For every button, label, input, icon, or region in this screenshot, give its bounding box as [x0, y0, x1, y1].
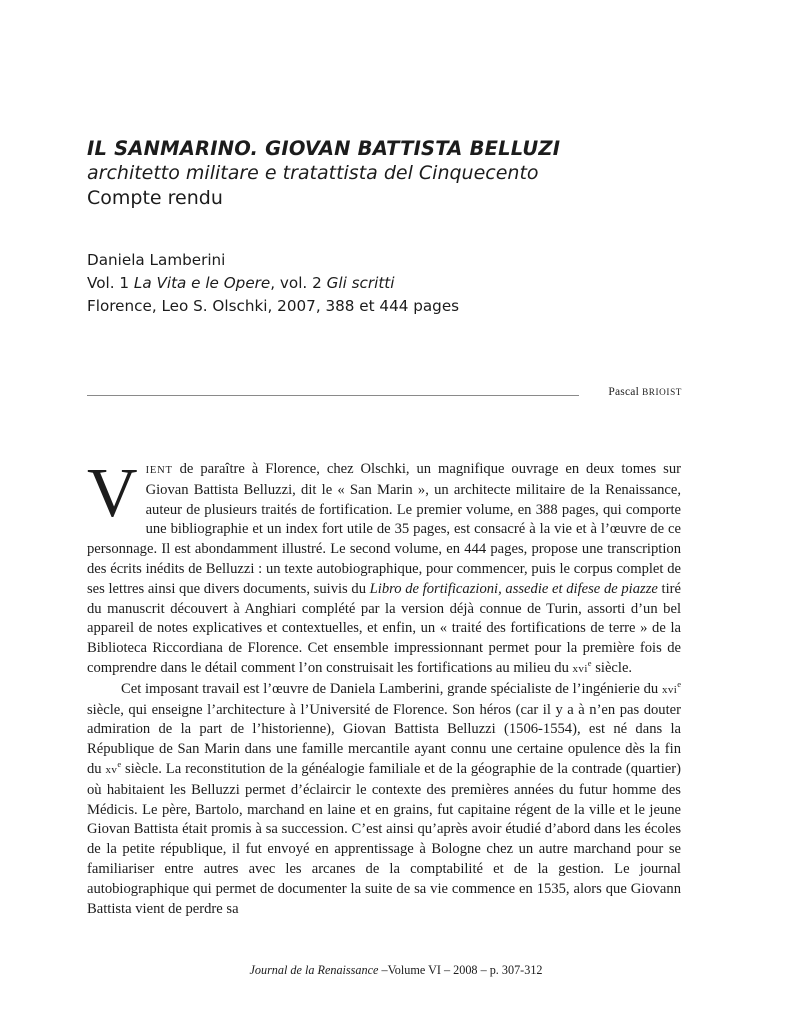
reviewer-first: Pascal — [608, 386, 643, 398]
p2-text-a: Cet imposant travail est l’œuvre de Daniela Lamberini, grande spécialiste de l’ingénierie du — [121, 680, 662, 697]
century-numeral: xvi — [572, 662, 588, 675]
book-metadata — [87, 249, 707, 318]
article-kind: Compte rendu — [87, 187, 223, 209]
volumes-line — [87, 272, 707, 295]
review-body — [87, 455, 681, 919]
paragraph-2 — [87, 680, 681, 920]
review-heading — [87, 136, 707, 211]
book-subtitle: architetto militare e tratattista del Cinquecento — [87, 162, 539, 184]
vol1-prefix: Vol. 1 — [87, 274, 134, 292]
p1-text-b: tiré du manuscrit découvert à Anghiari complété par la version déjà connue de Turin, assorti d’un bel appareil de notes explicatives et contextuelles, et enfin, un « traité des fortifications de terre » de la Biblioteca Riccordiana de Florence. Cet ensemble impressionnant permet pour la première fois de comprendre dans le détail comment l’on construisait les fortifications au milieu du — [87, 580, 681, 676]
reviewer-last: BRIOIST — [642, 387, 682, 397]
p2-text-c: siècle. La reconstitution de la généalogie familiale et de la géographie de la contrade (quartier) où habitaient les Belluzzi permet d’éclaircir le contexte des premières années du futur homme des Médicis. Le père, Bartolo, marchand en laine et en grains, fut capitaine régent de la ville et le jeune Giovan Battista était promis à sa succession. C’est ainsi qu’après avoir étudié d’abord dans les écoles de la petite république, il fut envoyé en apprentissage à Bologne chez un autre marchand pour se familiariser entre autres avec les arcanes de la comptabilité et de la gestion. Le journal autobiographique qui permet de documenter la suite de sa vie commence en 1535, alors que Giovann Battista vient de perdre sa — [87, 760, 681, 917]
paragraph-1 — [87, 455, 681, 680]
century-superscript: e — [587, 658, 592, 669]
publication-line: Florence, Leo S. Olschki, 2007, 388 et 444 pages — [87, 297, 460, 315]
reviewer-name — [608, 386, 682, 398]
p1-text-a: de paraître à Florence, chez Olschki, un magnifique ouvrage en deux tomes sur Giovan Battista Belluzzi, dit le « San Marin », un architecte militaire de la Renaissance, auteur de plusieurs traités de fortification. Le premier volume, en 388 pages, qui comporte une bibliographie et un index fort utile de 35 pages, est consacré à la vie et à l’œuvre de ce personnage. Il est abondamment illustré. Le second volume, en 444 pages, propose une transcription des écrits inédits de Belluzzi : un texte autobiographique, pour commencer, puis le corpus complet de ses lettres ainsi que divers documents, suivis du — [87, 461, 681, 597]
p2-text-b: siècle, qui enseigne l’architecture à l’Université de Florence. Son héros (car il y a à n’en pas douter admiration de la part de l’historienne), Giovan Battista Belluzzi (1506-1554), est né dans la République de San Marin dans une famille mercantile ayant connu une certaine opulence dès la fin du — [87, 701, 681, 777]
vol2-title: Gli scritti — [326, 274, 395, 292]
vol2-prefix: , vol. 2 — [270, 274, 327, 292]
book-author: Daniela Lamberini — [87, 251, 226, 269]
separator-rule — [87, 395, 579, 396]
footer-citation: –Volume VI – 2008 – p. 307-312 — [378, 963, 543, 977]
lead-word: IENT — [145, 465, 173, 476]
drop-cap: V — [87, 455, 138, 532]
book-title: IL SANMARINO. GIOVAN BATTISTA BELLUZI — [87, 137, 561, 160]
century-superscript: e — [677, 678, 681, 689]
p1-work-title: Libro de fortificazioni, assedie et difese de piazze — [369, 580, 658, 597]
journal-name: Journal de la Renaissance — [249, 963, 379, 977]
p1-text-c: siècle. — [591, 659, 633, 676]
page-footer — [0, 963, 792, 978]
century-numeral: xv — [105, 763, 118, 776]
vol1-title: La Vita e le Opere — [133, 274, 271, 292]
century-superscript: e — [117, 759, 122, 770]
century-numeral: xvi — [661, 683, 678, 696]
